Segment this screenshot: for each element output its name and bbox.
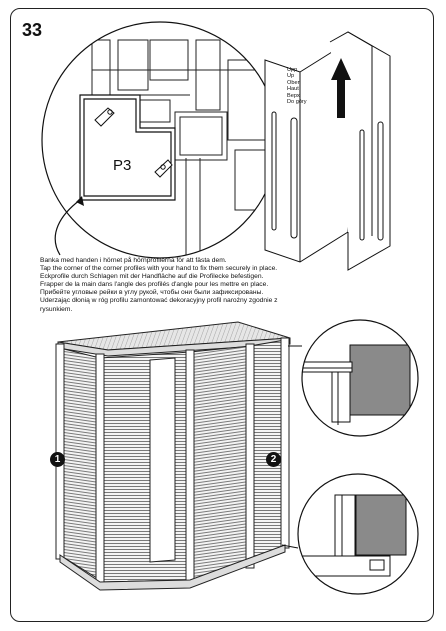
instruction-line: Uderzając dłonią w róg profilu zamontować dekoracyjny profil narożny zgodnie z: [40, 297, 278, 305]
corner-post: [265, 32, 390, 270]
instruction-line: Tap the corner of the corner profiles with your hand to fix them securely in place.: [40, 265, 278, 273]
part-label-p3: P3: [113, 157, 132, 174]
zoom-detail-top: [300, 320, 418, 436]
pavilion: [56, 322, 290, 590]
zoom-detail-bottom: [298, 474, 418, 594]
callout-badge-2: 2: [266, 452, 281, 467]
instruction-line: rysunkiem.: [40, 305, 73, 313]
direction-label: Oben: [287, 79, 301, 86]
instruction-line: Прибейте угловые рейки в углу рукой, чтобы они были зафиксированы.: [40, 289, 264, 297]
direction-label: Upp: [287, 67, 298, 73]
instruction-line: Banka med handen i hörnet på hörnprofilerna för att fästa dem.: [40, 257, 227, 264]
instruction-line: Frapper de la main dans l'angle des profilés d'angle pour les mettre en place.: [40, 281, 269, 289]
callout-badge-1: 1: [50, 452, 65, 467]
instruction-line: Eckprofile durch Schlagen mit der Handfläche auf die Profilecke befestigen.: [40, 273, 264, 281]
direction-labels: [287, 67, 307, 105]
step-number: 33: [22, 20, 43, 40]
direction-label: Up: [287, 73, 295, 80]
instruction-text: [40, 257, 380, 314]
direction-label: Верх: [287, 92, 300, 99]
direction-label: Do góry: [287, 99, 307, 106]
direction-label: Haut: [287, 86, 299, 93]
